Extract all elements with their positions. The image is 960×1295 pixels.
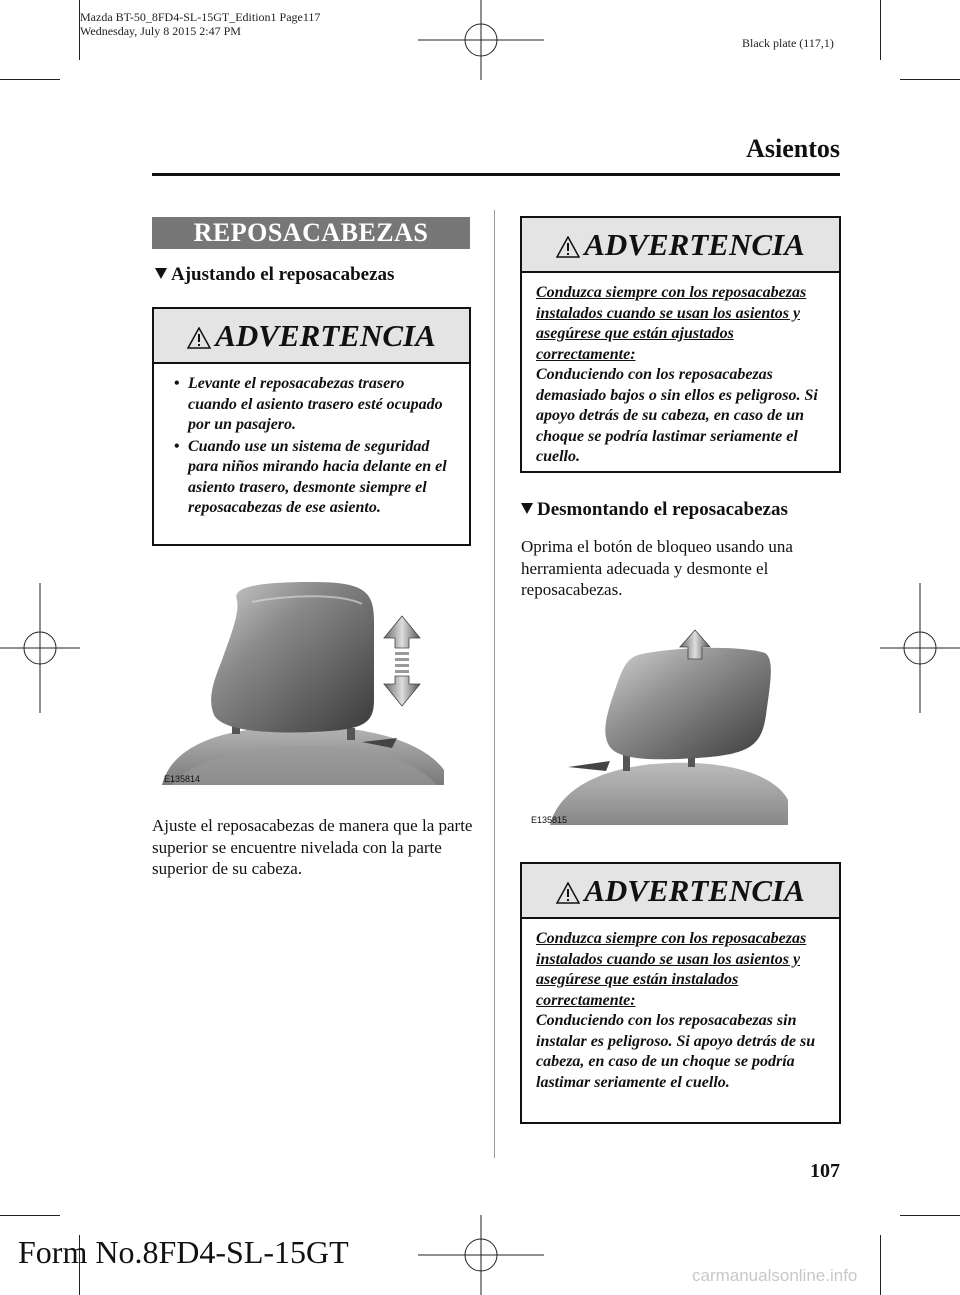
headrest-remove-illustration xyxy=(520,625,792,825)
crop-mark xyxy=(880,0,881,60)
triangle-bullet-icon xyxy=(521,503,533,514)
warning-header xyxy=(522,218,839,273)
headrest-adjust-illustration xyxy=(152,580,444,785)
warning-header xyxy=(522,864,839,919)
warning-text: Conduciendo con los reposacabezas demasiado bajos o sin ellos es peligroso. Si apoyo detrás de su cabeza, en caso de un choque se podría lastimar seriamente el cuello. xyxy=(536,366,818,465)
warning-item: • Levante el reposacabezas trasero cuando el asiento trasero esté ocupado por un pasajero. xyxy=(188,374,455,436)
warning-body xyxy=(522,273,839,478)
registration-mark-left xyxy=(0,583,80,713)
crop-mark xyxy=(880,1235,881,1295)
warning-text: Conduciendo con los reposacabezas sin instalar es peligroso. Si apoyo detrás de su cabeza, en caso de un choque se podría lastimar seriamente el cuello. xyxy=(536,1012,816,1091)
warning-lead: Conduzca siempre con los reposacabezas instalados cuando se usan los asientos y asegúrese que están ajustados correctamente: xyxy=(536,284,807,363)
warning-body xyxy=(522,919,839,1103)
warning-triangle-icon xyxy=(556,236,580,258)
warning-title: ADVERTENCIA xyxy=(584,227,805,262)
warning-body xyxy=(154,364,469,529)
registration-mark-bottom xyxy=(418,1215,544,1295)
subheading-adjust-text: Ajustando el reposacabezas xyxy=(171,264,395,285)
subheading-adjust xyxy=(155,264,394,286)
form-number: Form No.8FD4-SL-15GT xyxy=(18,1234,349,1270)
subheading-remove-text: Desmontando el reposacabezas xyxy=(537,499,788,520)
main-banner: REPOSACABEZAS xyxy=(152,217,470,249)
print-meta-line1: Mazda BT-50_8FD4-SL-15GT_Edition1 Page117 xyxy=(80,10,321,24)
crop-mark xyxy=(900,1215,960,1216)
column-divider xyxy=(494,210,495,1158)
crop-mark xyxy=(900,79,960,80)
warning-box-remove xyxy=(520,862,841,1124)
print-meta-line2: Wednesday, July 8 2015 2:47 PM xyxy=(80,24,241,38)
registration-mark-top xyxy=(418,0,544,80)
warning-box-adjust xyxy=(152,307,471,546)
warning-header xyxy=(154,309,469,364)
registration-mark-right xyxy=(880,583,960,713)
adjust-paragraph: Ajuste el reposacabezas de manera que la parte superior se encuentre nivelada con la parte superior de su cabeza. xyxy=(152,816,473,878)
plate-label: Black plate (117,1) xyxy=(742,36,834,50)
warning-triangle-icon xyxy=(556,882,580,904)
warning-item: • Cuando use un sistema de seguridad para niños mirando hacia delante en el asiento trasero, desmonte siempre el reposacabezas de ese asiento. xyxy=(188,437,455,519)
subheading-remove xyxy=(521,499,788,521)
page-number: 107 xyxy=(810,1160,840,1182)
warning-lead: Conduzca siempre con los reposacabezas instalados cuando se usan los asientos y asegúrese que están instalados correctamente: xyxy=(536,930,807,1009)
section-rule xyxy=(152,173,840,176)
warning-title: ADVERTENCIA xyxy=(584,873,805,908)
warning-box-height xyxy=(520,216,841,473)
section-title: Asientos xyxy=(746,134,840,163)
remove-paragraph: Oprima el botón de bloqueo usando una herramienta adecuada y desmonte el reposacabezas. xyxy=(521,537,793,599)
figure-code-1: E135814 xyxy=(164,774,201,784)
figure-code-2: E135815 xyxy=(531,815,568,825)
crop-mark xyxy=(0,1215,60,1216)
print-meta xyxy=(80,10,320,38)
warning-triangle-icon xyxy=(187,327,211,349)
watermark: carmanualsonline.info xyxy=(692,1266,858,1285)
crop-mark xyxy=(0,79,60,80)
warning-title: ADVERTENCIA xyxy=(215,318,436,353)
triangle-bullet-icon xyxy=(155,268,167,279)
